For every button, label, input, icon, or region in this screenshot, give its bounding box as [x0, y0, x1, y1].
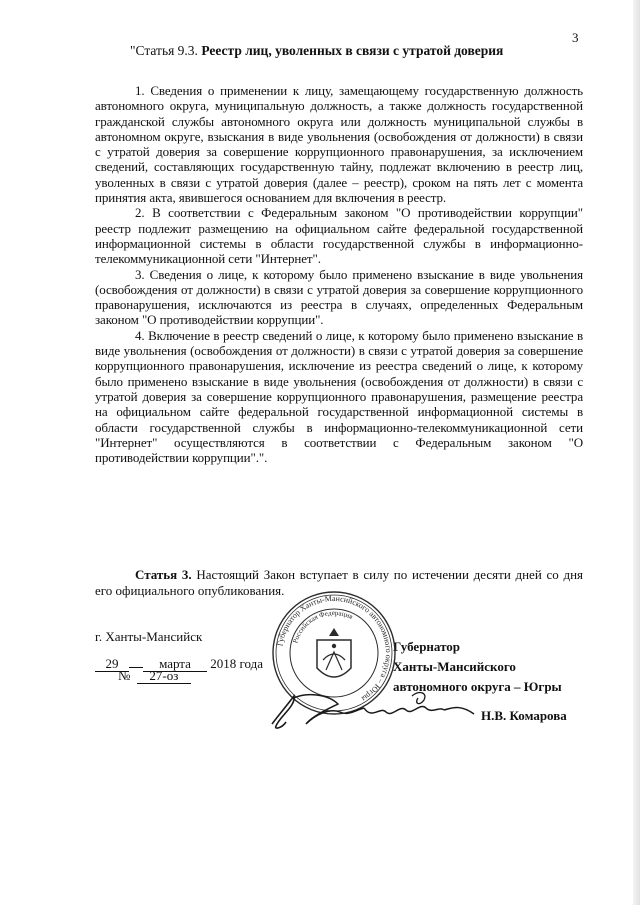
- article-heading-title: Реестр лиц, уволенных в связи с утратой доверия: [201, 43, 504, 58]
- paragraph-2: 2. В соответствии с Федеральным законом "О противодействии коррупции" реестр подлежит размещению на официальном сайте федеральной государственной информационной системы в области государственной службы в информационно-телекоммуникационной сети "Интернет".: [95, 205, 583, 267]
- paragraph-1: 1. Сведения о применении к лицу, замещающему государственную должность автономного округа, муниципальную должность, а также должность государственной гражданской службы автономного округа или должность муниципальной службы в автономном округе, взыскания в виде увольнения (освобождения от должности) в связи с утратой доверия за совершение коррупционного правонарушения, за исключением сведений, составляющих государственную тайну, подлежат включению в реестр лиц, уволенных в связи с утратой доверия (далее – реестр), сроком на пять лет с момента принятия акта, явившегося основанием для включения в реестр.: [95, 83, 583, 206]
- article-heading-prefix: "Статья 9.3.: [130, 43, 202, 58]
- paragraph-3: 3. Сведения о лице, к которому было применено взыскание в виде увольнения (освобождения от должности) в связи с утратой доверия за совершение коррупционного правонарушения, исключаются из реестра в случаях, определенных Федеральным законом "О противодействии коррупции".: [95, 266, 583, 328]
- seal-outer-text: Губернатор Ханты-Мансийского автономного округа – Югры: [275, 593, 394, 704]
- article-3-text: Настоящий Закон вступает в силу по истечении десяти дней со дня его официального опубликования.: [95, 567, 584, 598]
- signing-city: г. Ханты-Мансийск: [95, 629, 203, 644]
- article-body: [95, 83, 583, 465]
- law-number: [118, 668, 191, 684]
- handwritten-signature: [268, 686, 478, 734]
- law-number-value: 27-оз: [137, 669, 191, 684]
- signer-name: Н.В. Комарова: [481, 708, 567, 723]
- signer-title-line-2: Ханты-Мансийского: [393, 659, 516, 674]
- signing-year: 2018 года: [210, 656, 264, 671]
- paragraph-4: 4. Включение в реестр сведений о лице, к которому было применено взыскание в виде увольнения (освобождения от должности) в связи с утратой доверия за совершение коррупционного правонарушения, исключение из реестра сведений о лице, к которому было применено взыскание в виде увольнения (освобождения от должности) в связи с утратой доверия за совершение коррупционного правонарушения, размещение реестра на официальном сайте федеральной государственной информационной системы в области государственной службы в информационно-телекоммуникационной сети "Интернет" осуществляются в соответствии с Федеральным законом "О противодействии коррупции".".: [95, 327, 583, 466]
- signer-title-line-3: автономного округа – Югры: [393, 679, 562, 694]
- scan-edge-shadow: [633, 0, 640, 905]
- signer-title-line-1: Губернатор: [393, 639, 461, 654]
- coat-of-arms-icon: [317, 628, 351, 677]
- law-number-prefix: №: [118, 668, 131, 683]
- article-heading: [130, 43, 503, 59]
- signing-month: марта: [143, 657, 207, 672]
- signing-day: 29: [95, 657, 129, 672]
- seal-inner-text: Российская Федерация: [291, 608, 354, 645]
- article-3-label: Статья 3.: [135, 567, 192, 582]
- page-number: 3: [572, 30, 579, 45]
